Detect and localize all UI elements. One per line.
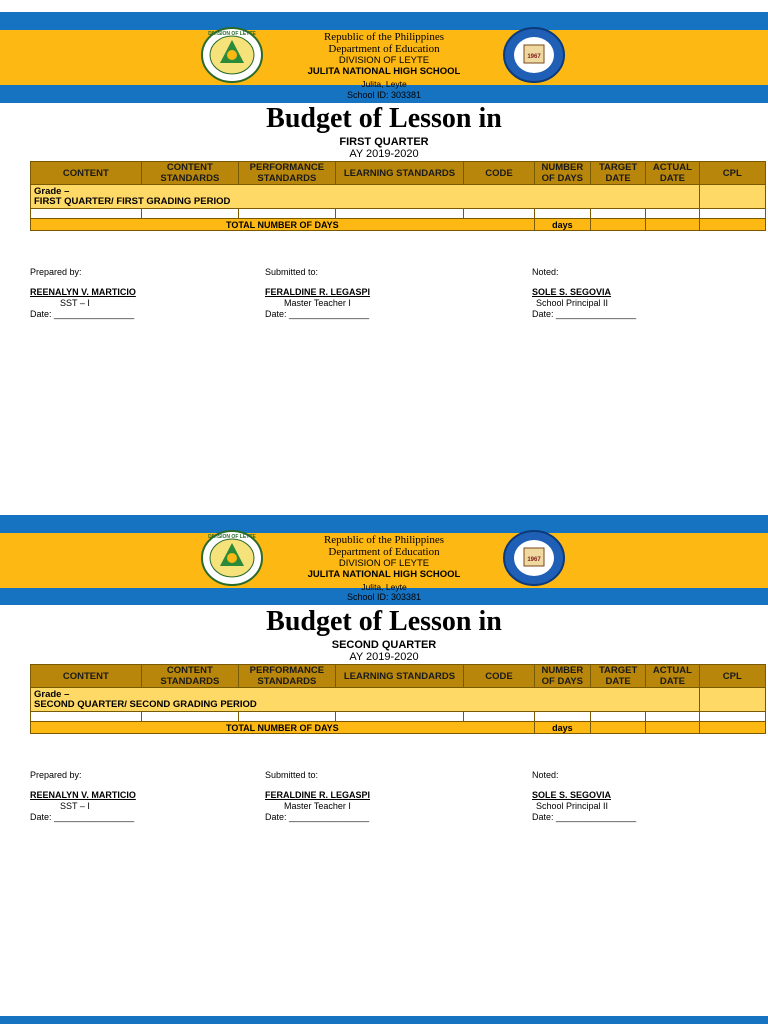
col-performance-standards: PERFORMANCE STANDARDS <box>239 162 336 185</box>
col-number-of-days: NUMBER OF DAYS <box>534 162 590 185</box>
table-cell <box>590 209 645 219</box>
budget-table <box>30 664 766 734</box>
noted-label: Noted: <box>532 770 559 780</box>
header-republic: Republic of the Philippines <box>323 31 445 43</box>
prepared-by-block <box>30 770 136 823</box>
table-header-row <box>31 665 766 688</box>
prepared-by-block <box>30 267 136 320</box>
prepared-by-label: Prepared by: <box>30 770 82 780</box>
header-school-id: School ID: 303381 <box>346 592 422 602</box>
svg-text:1967: 1967 <box>527 557 541 563</box>
table-cell <box>464 712 534 722</box>
table-cell <box>31 209 142 219</box>
days-label: days <box>534 722 590 734</box>
noted-label: Noted: <box>532 267 559 277</box>
noted-date: Date: ________________ <box>532 309 637 319</box>
header-school-name: JULITA NATIONAL HIGH SCHOOL <box>307 66 461 77</box>
submitted-to-position: Master Teacher I <box>284 801 351 811</box>
table-cell <box>699 722 765 734</box>
table-cell <box>590 219 645 231</box>
academic-year: AY 2019-2020 <box>349 148 419 160</box>
table-cell <box>699 209 765 219</box>
grading-period-label: FIRST QUARTER/ FIRST GRADING PERIOD <box>34 195 231 207</box>
submitted-to-name: FERALDINE R. LEGASPI <box>265 790 371 800</box>
prepared-by-name: REENALYN V. MARTICIO <box>30 790 136 800</box>
noted-position: School Principal II <box>536 801 609 811</box>
col-content-standards: CONTENT STANDARDS <box>141 162 239 185</box>
page-title: Budget of Lesson in <box>266 103 502 134</box>
budget-table <box>30 161 766 231</box>
col-code: CODE <box>464 162 534 185</box>
noted-name: SOLE S. SEGOVIA <box>532 790 612 800</box>
table-row <box>31 209 766 219</box>
col-content: CONTENT <box>31 665 142 688</box>
page-title: Budget of Lesson in <box>266 606 502 637</box>
table-cell <box>699 219 765 231</box>
prepared-by-name: REENALYN V. MARTICIO <box>30 287 136 297</box>
academic-year: AY 2019-2020 <box>349 651 419 663</box>
header-division: DIVISION OF LEYTE <box>338 55 430 66</box>
submitted-to-name: FERALDINE R. LEGASPI <box>265 287 371 297</box>
col-learning-standards: LEARNING STANDARDS <box>335 665 464 688</box>
col-code: CODE <box>464 665 534 688</box>
table-cell <box>590 722 645 734</box>
quarter-label: SECOND QUARTER <box>331 639 437 651</box>
submitted-to-position: Master Teacher I <box>284 298 351 308</box>
noted-name: SOLE S. SEGOVIA <box>532 287 612 297</box>
col-actual-date: ACTUAL DATE <box>646 665 699 688</box>
noted-block <box>532 770 636 823</box>
prepared-by-date: Date: ________________ <box>30 812 135 822</box>
total-row <box>31 219 766 231</box>
page-2 <box>0 503 768 1016</box>
days-label: days <box>534 219 590 231</box>
grade-cell <box>31 185 700 209</box>
quarter-label: FIRST QUARTER <box>339 136 429 148</box>
total-days-label: TOTAL NUMBER OF DAYS <box>31 219 535 231</box>
col-content-standards: CONTENT STANDARDS <box>141 665 239 688</box>
table-cell <box>534 712 590 722</box>
table-cell <box>141 712 239 722</box>
col-actual-date: ACTUAL DATE <box>646 162 699 185</box>
grade-row <box>31 185 766 209</box>
prepared-by-date: Date: ________________ <box>30 309 135 319</box>
submitted-to-label: Submitted to: <box>265 267 319 277</box>
col-number-of-days: NUMBER OF DAYS <box>534 665 590 688</box>
top-blue-band <box>0 515 768 533</box>
table-cell <box>646 712 699 722</box>
noted-position: School Principal II <box>536 298 609 308</box>
header-address: Julita, Leyte <box>361 79 407 89</box>
prepared-by-position: SST – I <box>60 298 90 308</box>
table-cell <box>534 209 590 219</box>
total-row <box>31 722 766 734</box>
col-performance-standards: PERFORMANCE STANDARDS <box>239 665 336 688</box>
submitted-to-label: Submitted to: <box>265 770 319 780</box>
grade-label: Grade – <box>34 185 70 197</box>
header-address: Julita, Leyte <box>361 582 407 592</box>
table-cell <box>335 712 464 722</box>
total-days-label: TOTAL NUMBER OF DAYS <box>31 722 535 734</box>
submitted-to-date: Date: ________________ <box>265 812 370 822</box>
grade-label: Grade – <box>34 688 70 700</box>
header-school-id: School ID: 303381 <box>346 90 422 100</box>
table-cell <box>239 209 336 219</box>
table-cell <box>31 712 142 722</box>
submitted-to-date: Date: ________________ <box>265 309 370 319</box>
page-1 <box>0 0 768 500</box>
submitted-to-block <box>265 267 370 320</box>
grade-cell <box>31 688 700 712</box>
col-cpl: CPL <box>699 665 765 688</box>
noted-block <box>532 267 636 320</box>
table-row <box>31 712 766 722</box>
table-cell <box>464 209 534 219</box>
grade-cpl-cell <box>699 688 765 712</box>
grade-row <box>31 688 766 712</box>
header-deped: Department of Education <box>328 546 440 558</box>
table-cell <box>646 722 699 734</box>
table-cell <box>141 209 239 219</box>
header-division: DIVISION OF LEYTE <box>338 558 430 569</box>
table-header-row <box>31 162 766 185</box>
top-blue-band <box>0 12 768 30</box>
grading-period-label: SECOND QUARTER/ SECOND GRADING PERIOD <box>34 698 257 710</box>
bottom-blue-band <box>0 1016 768 1024</box>
table-cell <box>646 209 699 219</box>
svg-text:DIVISION OF LEYTE: DIVISION OF LEYTE <box>208 534 256 540</box>
header-deped: Department of Education <box>328 43 440 55</box>
table-cell <box>335 209 464 219</box>
grade-cpl-cell <box>699 185 765 209</box>
table-cell <box>646 219 699 231</box>
svg-text:DIVISION OF LEYTE: DIVISION OF LEYTE <box>208 31 256 37</box>
header-school-name: JULITA NATIONAL HIGH SCHOOL <box>307 569 461 580</box>
col-content: CONTENT <box>31 162 142 185</box>
col-target-date: TARGET DATE <box>590 665 645 688</box>
submitted-to-block <box>265 770 370 823</box>
table-cell <box>699 712 765 722</box>
col-cpl: CPL <box>699 162 765 185</box>
svg-text:1967: 1967 <box>527 54 541 60</box>
prepared-by-position: SST – I <box>60 801 90 811</box>
header-republic: Republic of the Philippines <box>323 534 445 546</box>
table-cell <box>590 712 645 722</box>
col-target-date: TARGET DATE <box>590 162 645 185</box>
table-cell <box>239 712 336 722</box>
prepared-by-label: Prepared by: <box>30 267 82 277</box>
noted-date: Date: ________________ <box>532 812 637 822</box>
col-learning-standards: LEARNING STANDARDS <box>335 162 464 185</box>
